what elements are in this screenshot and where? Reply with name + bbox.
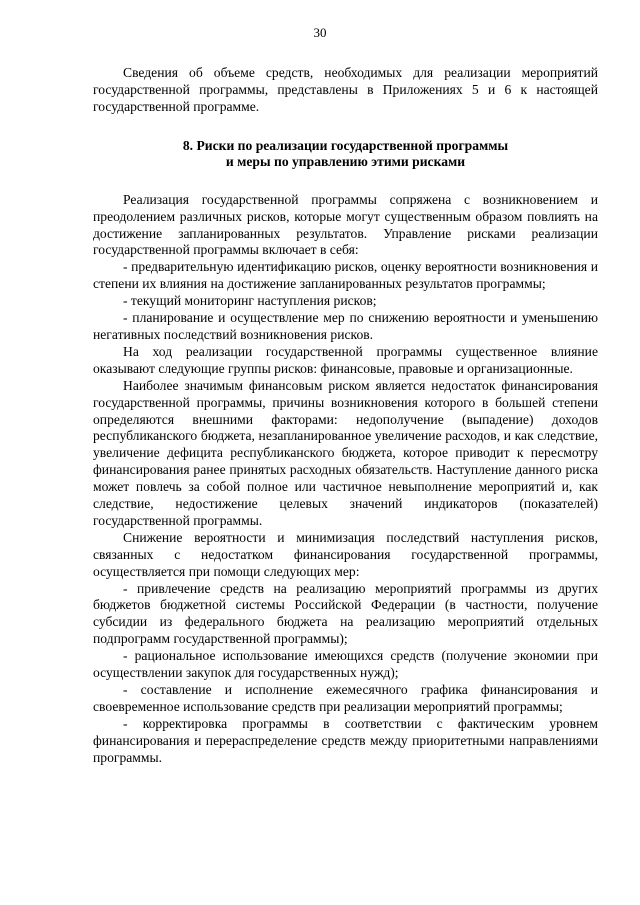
intro-paragraph: Сведения об объеме средств, необходимых для реализации мероприятий государственной программы, представлены в Приложениях 5 и 6 к настоящей государственной программе.	[93, 65, 598, 114]
list-item: - рациональное использование имеющихся средств (получение экономии при осуществлении закупок для государственных нужд);	[93, 648, 598, 681]
list-item: - привлечение средств на реализацию мероприятий программы из других бюджетов бюджетной системы Российской Федерации (в частности, получение субсидии из федерального бюджета на реализацию мероприятий отдельных подпрограмм государственной программы);	[93, 580, 598, 647]
risk-management-paragraph: Реализация государственной программы сопряжена с возникновением и преодолением различных рисков, которые могут существенным образом повлиять на достижение запланированных результатов. Управление рисками реализации государственной программы включает в себя:	[93, 191, 598, 258]
page-number: 30	[313, 25, 327, 40]
financial-risk-paragraph: Наиболее значимым финансовым риском является недостаток финансирования государственной программы, причины возникновения которого в большей степени определяются внешними факторами: недополучение (выпадение) доходов республиканского бюджета, незапланированное увеличение расходов, и как следствие, увеличение дефицита республиканского бюджета, которое приводит к пересмотру финансирования ранее принятых расходных обязательств. Наступление данного риска может повлечь за собой полное или частичное невыполнение мероприятий и, как следствие, недостижение целевых значений индикаторов (показателей) государственной программы.	[93, 377, 598, 528]
section-title	[93, 138, 598, 171]
section-title-line-2: и меры по управлению этими рисками	[225, 154, 466, 170]
list-item: - планирование и осуществление мер по снижению вероятности и уменьшению негативных последствий возникновения рисков.	[93, 310, 598, 342]
list-item: - текущий мониторинг наступления рисков;	[123, 293, 377, 309]
list-item: - предварительную идентификацию рисков, оценку вероятности возникновения и степени их влияния на достижение запланированных результатов программы;	[93, 259, 598, 292]
list-item: - корректировка программы в соответствии с фактическим уровнем финансирования и перераспределение средств между приоритетными направлениями программы.	[93, 715, 598, 765]
page-content	[93, 65, 598, 767]
mitigation-paragraph: Снижение вероятности и минимизация последствий наступления рисков, связанных с недостатком финансирования государственной программы, осуществляется при помощи следующих мер:	[93, 529, 598, 579]
section-title-line-1: 8. Риски по реализации государственной программы	[182, 137, 509, 153]
risk-groups-paragraph: На ход реализации государственной программы существенное влияние оказывают следующие группы рисков: финансовые, правовые и организационные.	[93, 343, 598, 376]
list-item: - составление и исполнение ежемесячного графика финансирования и своевременное использование средств при реализации мероприятий программы;	[93, 682, 598, 714]
